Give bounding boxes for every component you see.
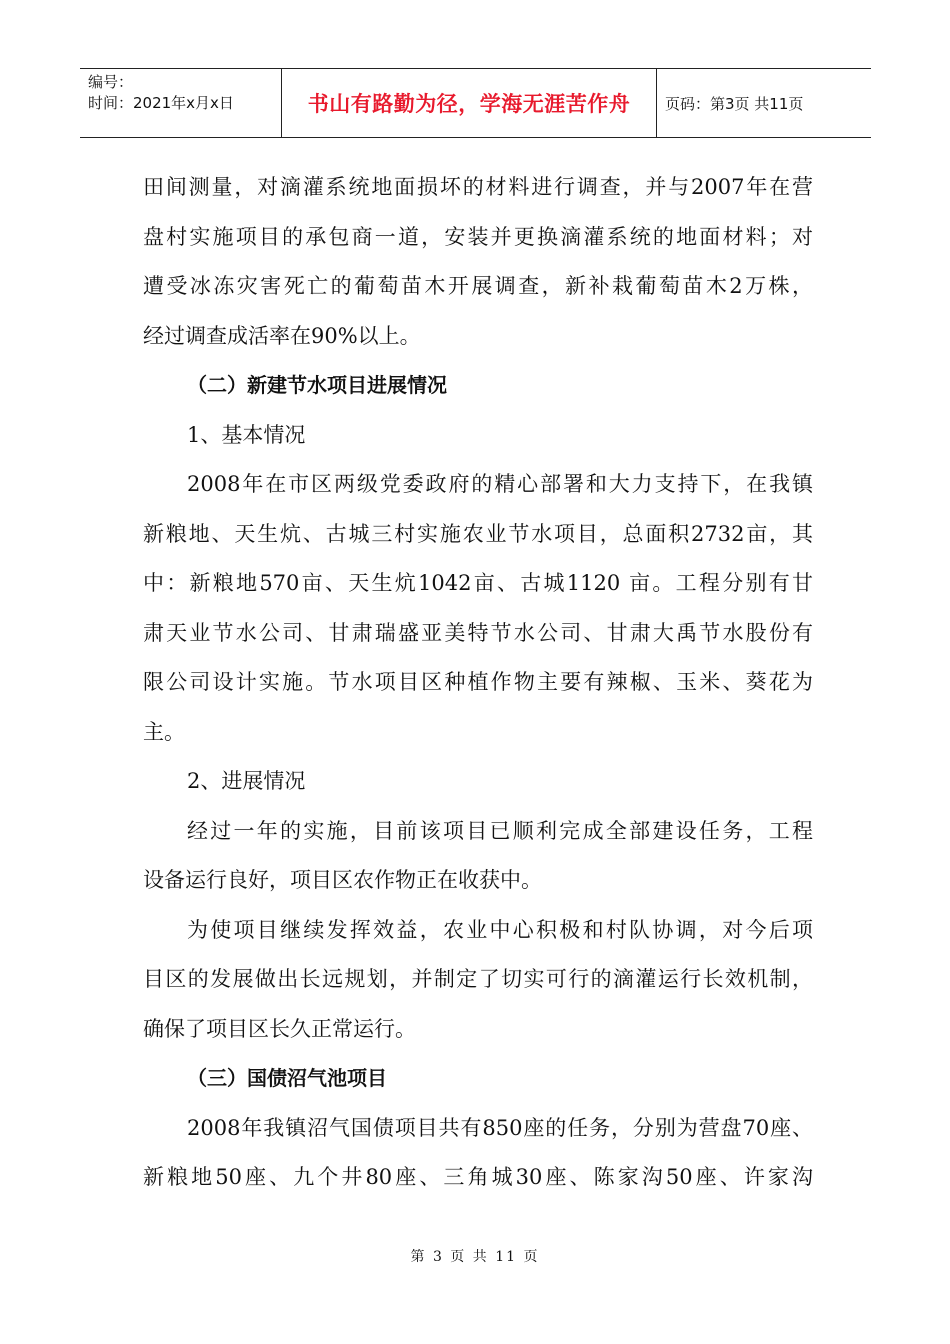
text-line: 新粮地50座、九个井80座、三角城30座、陈家沟50座、许家沟: [143, 1165, 813, 1189]
text-line: 田间测量，对滴灌系统地面损坏的材料进行调查，并与2007年在营: [143, 175, 813, 199]
subsection-heading: 1、基本情况: [187, 422, 306, 447]
text-line: 经过一年的实施，目前该项目已顺利完成全部建设任务，工程: [187, 818, 813, 843]
number-label: 编号：: [88, 73, 134, 91]
text-line: 限公司设计实施。节水项目区种植作物主要有辣椒、玉米、葵花为: [143, 670, 813, 694]
subsection-heading: 2、进展情况: [187, 769, 306, 793]
page-header: [80, 68, 871, 138]
document-body: [143, 163, 813, 1203]
page-footer: 第 3 页 共 11 页: [410, 1249, 540, 1265]
date-label: 时间：2021年x月x日: [88, 94, 234, 112]
section-heading: （二）新建节水项目进展情况: [187, 373, 447, 397]
text-line: 遭受冰冻灾害死亡的葡萄苗木开展调查，新补栽葡萄苗木2万株，: [143, 274, 813, 298]
header-motto: 书山有路勤为径，学海无涯苦作舟: [307, 92, 631, 116]
text-line: 盘村实施项目的承包商一道，安装并更换滴灌系统的地面材料；对: [143, 224, 813, 249]
header-meta: [80, 69, 282, 137]
text-line: 经过调查成活率在90%以上。: [143, 323, 421, 348]
header-motto-cell: [282, 69, 657, 137]
text-line: 中：新粮地570亩、天生炕1042亩、古城1120 亩。工程分别有甘: [143, 571, 813, 595]
text-line: 肃天业节水公司、甘肃瑞盛亚美特节水公司、甘肃大禹节水股份有: [143, 620, 813, 645]
header-page-info-cell: [657, 69, 871, 137]
section-heading: （三）国债沼气池项目: [187, 1066, 387, 1090]
text-line: 设备运行良好，项目区农作物正在收获中。: [143, 868, 542, 892]
text-line: 2008年我镇沼气国债项目共有850座的任务，分别为营盘70座、: [187, 1115, 813, 1140]
text-line: 主。: [143, 719, 185, 744]
text-line: 2008年在市区两级党委政府的精心部署和大力支持下，在我镇: [187, 472, 813, 496]
text-line: 为使项目继续发挥效益，农业中心积极和村队协调，对今后项: [187, 917, 813, 942]
text-line: 新粮地、天生炕、古城三村实施农业节水项目，总面积2732亩，其: [143, 521, 813, 546]
header-page-info: 页码：第3页 共11页: [665, 94, 804, 113]
text-line: 确保了项目区长久正常运行。: [143, 1016, 416, 1041]
text-line: 目区的发展做出长远规划，并制定了切实可行的滴灌运行长效机制，: [143, 967, 813, 991]
